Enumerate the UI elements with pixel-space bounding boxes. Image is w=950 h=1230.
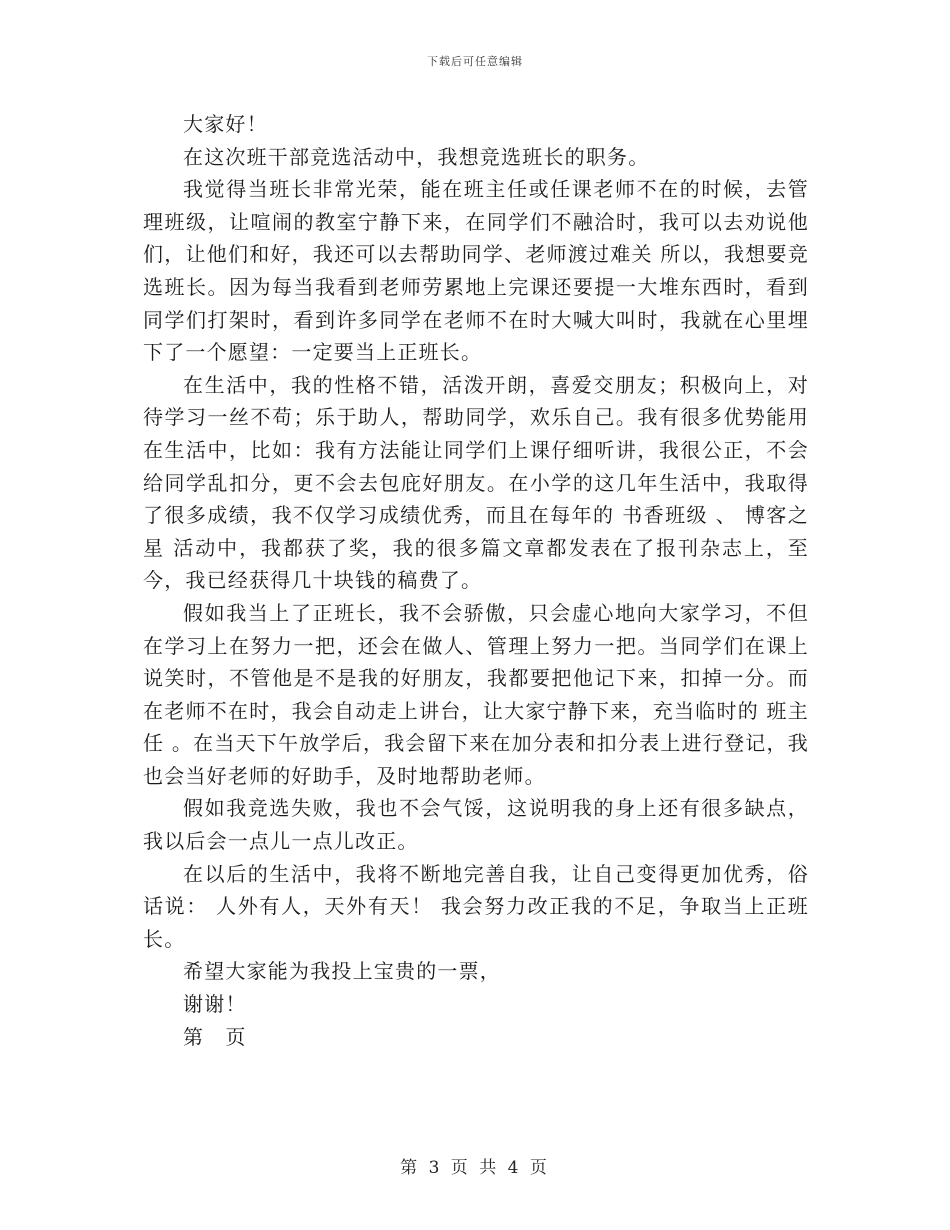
reason-paragraph: 我觉得当班长非常光荣，能在班主任或任课老师不在的时候，去管理班级，让喧闹的教室宁静下来，在同学们不融洽时，我可以去劝说他们，让他们和好，我还可以去帮助同学、老师渡过难关 所以，我想要竞选班长。因为每当我看到老师劳累地上完课还要提一大堆东西时，看到同学们打架时，看到许多同学在老师不在时大喊大叫时，我就在心里埋下了一个愿望：一定要当上正班长。 [143, 177, 809, 365]
intro-paragraph: 在这次班干部竞选活动中，我想竞选班长的职务。 [183, 144, 650, 169]
thanks-paragraph: 谢谢！ [183, 992, 247, 1017]
plan-paragraph: 假如我当上了正班长，我不会骄傲，只会虚心地向大家学习，不但在学习上在努力一把，还会在做人、管理上努力一把。当同学们在课上说笑时，不管他是不是我的好朋友，我都要把他记下来，扣掉一分。而在老师不在时，我会自动走上讲台，让大家宁静下来，充当临时的 班主任 。在当天下午放学后，我会留下来在加分表和扣分表上进行登记，我也会当好老师的好助手，及时地帮助老师。 [143, 600, 809, 788]
inline-page-marker: 第 页 [183, 1024, 247, 1049]
page-footer: 第 3 页 共 4 页 [400, 1158, 550, 1178]
strengths-paragraph: 在生活中，我的性格不错，活泼开朗，喜爱交朋友；积极向上，对待学习一丝不苟；乐于助人，帮助同学，欢乐自己。我有很多优势能用在生活中，比如：我有方法能让同学们上课仔细听讲，我很公正，不会给同学乱扣分，更不会去包庇好朋友。在小学的这几年生活中，我取得了很多成绩，我不仅学习成绩优秀，而且在每年的 书香班级 、 博客之星 活动中，我都获了奖，我的很多篇文章都发表在了报刊杂志上，至今，我已经获得几十块钱的稿费了。 [143, 372, 809, 593]
greeting-paragraph: 大家好！ [183, 112, 268, 136]
failure-paragraph: 假如我竞选失败，我也不会气馁，这说明我的身上还有很多缺点，我以后会一点儿一点儿改正。 [143, 796, 809, 854]
future-paragraph: 在以后的生活中，我将不断地完善自我，让自己变得更加优秀，俗话说： 人外有人，天外有天！ 我会努力改正我的不足，争取当上正班长。 [143, 861, 809, 951]
document-body [143, 108, 809, 1053]
vote-request-paragraph: 希望大家能为我投上宝贵的一票， [183, 959, 501, 984]
header-note: 下载后可任意编辑 [427, 55, 523, 68]
